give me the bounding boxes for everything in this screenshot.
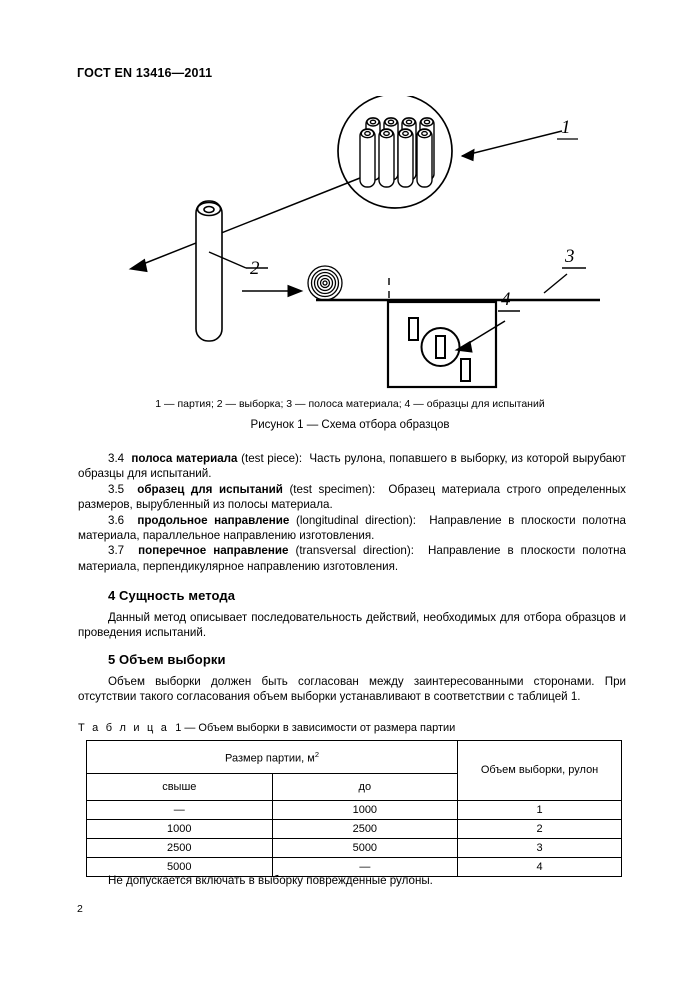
definition-term: полоса материала [131, 452, 238, 465]
header-from: свыше [87, 773, 273, 800]
section-4-heading: 4 Сущность метода [108, 588, 236, 603]
definition-english: (transversal direction): [295, 544, 414, 558]
cell-to: 2500 [272, 819, 458, 838]
definition-text: Часть рулона, попавшего в выборку, из которой вырубают образцы для испытаний. [78, 452, 626, 481]
cell-from: 2500 [87, 838, 273, 857]
specimen-rect-1 [409, 318, 418, 340]
section-5-heading: 5 Объем выборки [108, 652, 226, 667]
table-body [87, 800, 622, 876]
table-head [87, 741, 622, 801]
definition-text: Направление в плоскости полотна материала, параллельное направлению изготовления. [78, 513, 626, 543]
section-4-body [78, 610, 626, 641]
lot-to-sample-arrow [138, 178, 360, 266]
table-1-wrapper [86, 740, 622, 877]
page-number: 2 [77, 903, 83, 915]
sample-roll [196, 201, 222, 341]
table-row [87, 819, 622, 838]
specimen-rect-3 [461, 359, 470, 381]
table-header-row-1 [87, 741, 622, 774]
cell-sample: 3 [458, 838, 622, 857]
definition-english: (test specimen): [289, 482, 376, 496]
definition-number: 3.6 [108, 513, 125, 527]
section-5-body [78, 674, 626, 705]
material-spiral [308, 266, 342, 300]
cell-to: 5000 [272, 838, 458, 857]
cell-sample: 2 [458, 819, 622, 838]
definition-term: поперечное направление [138, 544, 289, 558]
definition-3-7 [78, 543, 626, 574]
callout-1-leader [462, 131, 562, 156]
header-to: до [272, 773, 458, 800]
figure-1-sampling-scheme [70, 96, 630, 396]
callout-number-2: 2 [250, 258, 260, 279]
definition-number: 3.5 [108, 482, 125, 496]
definition-text: Образец материала строго определенных размеров, вырубленный из полосы материала. [78, 482, 626, 512]
callout-number-4: 4 [501, 289, 511, 310]
table-title-text: 1 — Объем выборки в зависимости от размера партии [175, 722, 456, 734]
header-lot-size-unit: 2 [314, 750, 320, 759]
figure-legend: 1 — партия; 2 — выборка; 3 — полоса материала; 4 — образцы для испытаний [155, 398, 545, 410]
definition-english: (test piece): [241, 452, 303, 465]
header-sample-volume: Объем выборки, рулон [458, 741, 622, 801]
header-lot-size [87, 741, 458, 774]
cell-from: 1000 [87, 819, 273, 838]
cell-from: 5000 [87, 857, 273, 876]
specimen-rect-2 [436, 336, 445, 358]
cell-from: — [87, 800, 273, 819]
definition-3-6 [78, 513, 626, 544]
cell-sample: 1 [458, 800, 622, 819]
definition-number: 3.4 [108, 452, 125, 465]
table-label: Т а б л и ц а [78, 722, 170, 734]
figure-caption: Рисунок 1 — Схема отбора образцов [250, 419, 450, 431]
cell-sample: 4 [458, 857, 622, 876]
definition-english: (longitudinal direction): [295, 513, 416, 527]
header-lot-size-label: Размер партии, м [225, 752, 315, 765]
callout-number-1: 1 [561, 117, 571, 138]
sampling-table [86, 740, 622, 877]
definition-term: продольное направление [137, 513, 290, 527]
definition-3-4 [78, 451, 626, 482]
specimen-sheet [388, 302, 496, 387]
table-1-title [78, 722, 455, 734]
definition-text: Направление в плоскости полотна материала, перпендикулярное направлению изготовления. [78, 544, 627, 573]
table-row [87, 838, 622, 857]
section-4-paragraph: Данный метод описывает последовательность действий, необходимых для отбора образцов и проведения испытаний. [78, 611, 626, 640]
definition-term: образец для испытаний [137, 482, 283, 496]
definition-3-5 [78, 482, 626, 513]
callout-number-3: 3 [565, 246, 575, 267]
definitions-block [78, 451, 626, 574]
document-header: ГОСТ EN 13416—2011 [77, 66, 213, 80]
cell-to: 1000 [272, 800, 458, 819]
cell-to: — [272, 857, 458, 876]
definition-number: 3.7 [108, 544, 125, 558]
table-row [87, 800, 622, 819]
section-5-paragraph: Объем выборки должен быть согласован между заинтересованными сторонами. При отсутствии такого согласования объем выборки устанавливают в соответствии с таблицей 1. [78, 675, 626, 704]
closing-paragraph: Не допускается включать в выборку поврежденные рулоны. [108, 874, 433, 887]
callout-3-leader [544, 274, 567, 293]
